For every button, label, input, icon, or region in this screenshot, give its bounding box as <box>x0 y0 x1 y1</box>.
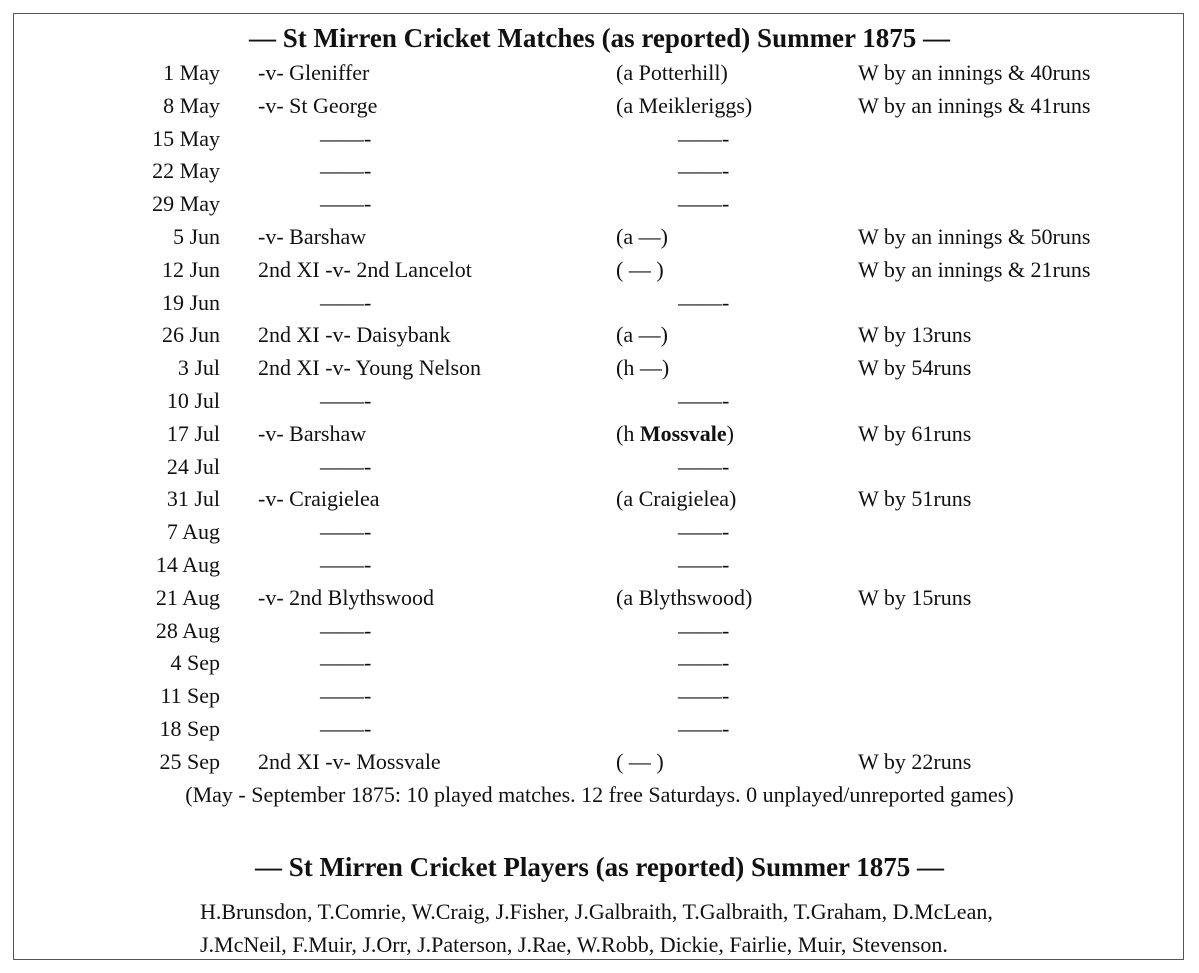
no-match-dash: ——- <box>320 453 372 479</box>
match-row <box>0 352 1199 385</box>
venue-prefix: (h <box>616 420 640 446</box>
venue-suffix: ) <box>726 420 734 446</box>
match-venue: (a Meikleriggs) <box>616 92 753 118</box>
match-date: 25 Sep <box>159 748 220 774</box>
match-date: 14 Aug <box>155 551 220 577</box>
match-opponent: 2nd XI -v- Mossvale <box>258 748 441 774</box>
match-date: 26 Jun <box>161 322 220 348</box>
match-row <box>0 90 1199 123</box>
match-opponent: 2nd XI -v- 2nd Lancelot <box>258 256 472 282</box>
match-row <box>0 287 1199 320</box>
match-date: 17 Jul <box>166 420 220 446</box>
match-date: 5 Jun <box>172 223 220 249</box>
season-summary: (May - September 1875: 10 played matches. 12 free Saturdays. 0 unplayed/unreported games) <box>185 782 1014 807</box>
no-venue-dash: ——- <box>678 453 730 479</box>
match-date: 15 May <box>152 125 220 151</box>
match-date: 11 Sep <box>160 683 220 709</box>
match-row <box>0 647 1199 680</box>
no-venue-dash: ——- <box>678 650 730 676</box>
match-result: W by 15runs <box>858 584 972 610</box>
match-opponent: -v- Barshaw <box>258 223 367 249</box>
match-result: W by an innings & 50runs <box>858 223 1091 249</box>
match-opponent: -v- 2nd Blythswood <box>258 584 434 610</box>
no-venue-dash: ——- <box>678 519 730 545</box>
match-row <box>0 221 1199 254</box>
match-date: 29 May <box>152 191 220 217</box>
match-opponent: -v- St George <box>258 92 378 118</box>
match-row <box>0 516 1199 549</box>
match-opponent: 2nd XI -v- Young Nelson <box>258 355 482 381</box>
match-row <box>0 254 1199 287</box>
no-venue-dash: ——- <box>678 125 730 151</box>
players-line: H.Brunsdon, T.Comrie, W.Craig, J.Fisher, J.Galbraith, T.Galbraith, T.Graham, D.McLean, <box>200 899 993 924</box>
match-date: 1 May <box>163 60 220 85</box>
no-match-dash: ——- <box>320 650 372 676</box>
match-date: 18 Sep <box>159 715 220 741</box>
no-venue-dash: ——- <box>678 191 730 217</box>
matches-title: — St Mirren Cricket Matches (as reported) Summer 1875 — <box>248 23 951 53</box>
no-venue-dash: ——- <box>678 683 730 709</box>
venue-ground: Mossvale <box>639 420 727 446</box>
match-date: 3 Jul <box>177 355 220 381</box>
match-row <box>0 57 1199 90</box>
match-venue: (a —) <box>616 322 668 348</box>
match-result: W by 51runs <box>858 486 972 512</box>
no-venue-dash: ——- <box>678 289 730 315</box>
match-row <box>0 123 1199 156</box>
match-venue: (a Blythswood) <box>616 584 753 610</box>
matches-table <box>0 57 1199 779</box>
no-venue-dash: ——- <box>678 715 730 741</box>
no-match-dash: ——- <box>320 158 372 184</box>
match-result: W by an innings & 40runs <box>858 60 1091 85</box>
no-match-dash: ——- <box>320 289 372 315</box>
match-venue <box>616 418 734 451</box>
match-date: 19 Jun <box>161 289 220 315</box>
match-result: W by an innings & 41runs <box>858 92 1091 118</box>
match-row <box>0 615 1199 648</box>
match-row <box>0 549 1199 582</box>
players-list <box>200 896 1160 961</box>
no-match-dash: ——- <box>320 683 372 709</box>
match-venue: ( — ) <box>616 748 664 774</box>
match-result: W by 22runs <box>858 748 972 774</box>
match-row <box>0 451 1199 484</box>
no-match-dash: ——- <box>320 715 372 741</box>
match-venue: (a Craigielea) <box>616 486 737 512</box>
no-match-dash: ——- <box>320 191 372 217</box>
match-date: 21 Aug <box>155 584 220 610</box>
match-venue: (a —) <box>616 223 668 249</box>
match-venue: (a Potterhill) <box>616 60 728 85</box>
match-result: W by 61runs <box>858 420 972 446</box>
match-date: 12 Jun <box>161 256 220 282</box>
match-row <box>0 483 1199 516</box>
no-venue-dash: ——- <box>678 551 730 577</box>
match-date: 22 May <box>152 158 220 184</box>
match-row <box>0 680 1199 713</box>
match-date: 28 Aug <box>155 617 220 643</box>
no-match-dash: ——- <box>320 617 372 643</box>
no-venue-dash: ——- <box>678 387 730 413</box>
match-row <box>0 418 1199 451</box>
match-opponent: -v- Gleniffer <box>258 60 370 85</box>
no-match-dash: ——- <box>320 551 372 577</box>
match-date: 4 Sep <box>170 650 220 676</box>
match-row <box>0 188 1199 221</box>
match-row <box>0 319 1199 352</box>
match-date: 31 Jul <box>166 486 220 512</box>
match-venue: (h —) <box>616 355 670 381</box>
match-opponent: 2nd XI -v- Daisybank <box>258 322 451 348</box>
no-match-dash: ——- <box>320 387 372 413</box>
players-line: J.McNeil, F.Muir, J.Orr, J.Paterson, J.Rae, W.Robb, Dickie, Fairlie, Muir, Stevenson. <box>200 931 948 957</box>
match-row <box>0 746 1199 779</box>
match-result: W by 13runs <box>858 322 972 348</box>
match-row <box>0 385 1199 418</box>
no-match-dash: ——- <box>320 519 372 545</box>
match-result: W by an innings & 21runs <box>858 256 1091 282</box>
match-date: 7 Aug <box>166 519 220 545</box>
match-date: 10 Jul <box>166 387 220 413</box>
players-title: — St Mirren Cricket Players (as reported) Summer 1875 — <box>254 852 945 882</box>
match-date: 8 May <box>163 92 220 118</box>
match-date: 24 Jul <box>166 453 220 479</box>
match-opponent: -v- Barshaw <box>258 420 367 446</box>
no-venue-dash: ——- <box>678 158 730 184</box>
match-row <box>0 582 1199 615</box>
no-venue-dash: ——- <box>678 617 730 643</box>
match-venue: ( — ) <box>616 256 664 282</box>
match-row <box>0 155 1199 188</box>
match-opponent: -v- Craigielea <box>258 486 380 512</box>
no-match-dash: ——- <box>320 125 372 151</box>
match-result: W by 54runs <box>858 355 972 381</box>
match-row <box>0 713 1199 746</box>
